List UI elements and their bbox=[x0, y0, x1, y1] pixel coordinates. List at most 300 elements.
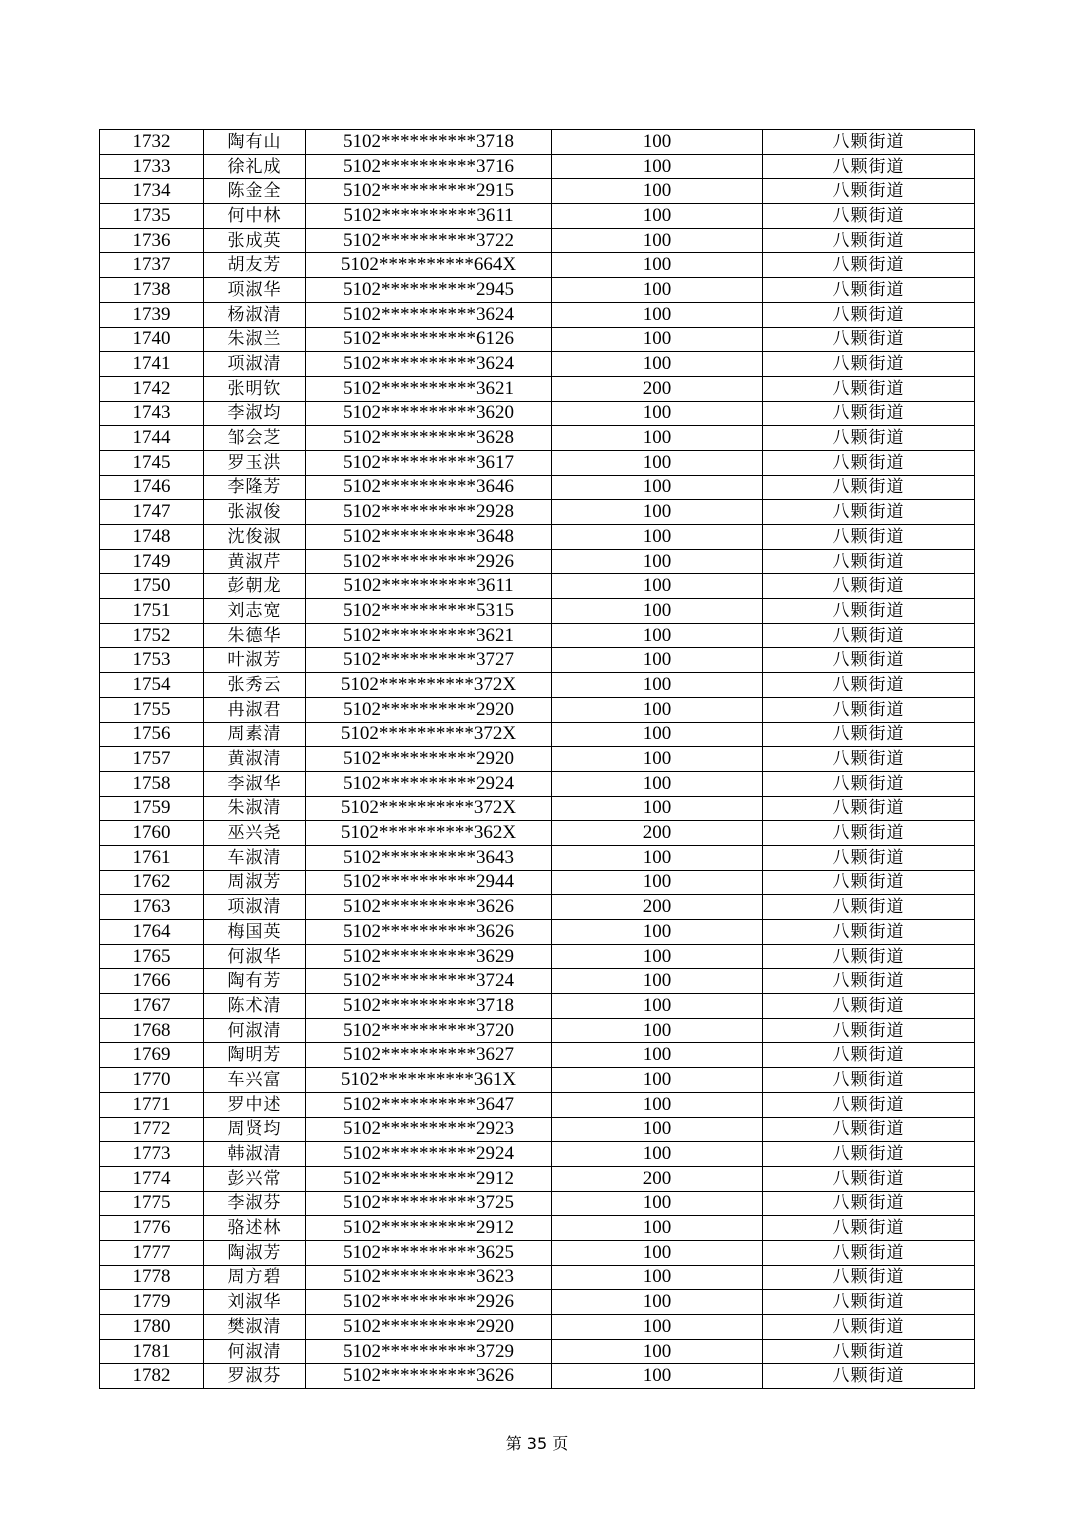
id-number-cell: 5102**********3720 bbox=[306, 1018, 552, 1043]
name-cell: 朱淑兰 bbox=[204, 327, 306, 352]
street-cell: 八颗街道 bbox=[763, 870, 975, 895]
street-cell: 八颗街道 bbox=[763, 253, 975, 278]
name-cell: 周淑芳 bbox=[204, 870, 306, 895]
table-row bbox=[100, 179, 975, 204]
seq-number-cell: 1779 bbox=[100, 1290, 204, 1315]
table-row bbox=[100, 747, 975, 772]
id-number-cell: 5102**********3643 bbox=[306, 845, 552, 870]
seq-number-cell: 1745 bbox=[100, 450, 204, 475]
id-number-cell: 5102**********3727 bbox=[306, 648, 552, 673]
street-cell: 八颗街道 bbox=[763, 722, 975, 747]
amount-cell: 100 bbox=[552, 944, 763, 969]
id-number-cell: 5102**********2924 bbox=[306, 771, 552, 796]
table-row bbox=[100, 253, 975, 278]
amount-cell: 100 bbox=[552, 1265, 763, 1290]
seq-number-cell: 1754 bbox=[100, 673, 204, 698]
id-number-cell: 5102**********3629 bbox=[306, 944, 552, 969]
seq-number-cell: 1778 bbox=[100, 1265, 204, 1290]
street-cell: 八颗街道 bbox=[763, 500, 975, 525]
seq-number-cell: 1770 bbox=[100, 1068, 204, 1093]
amount-cell: 100 bbox=[552, 549, 763, 574]
amount-cell: 100 bbox=[552, 179, 763, 204]
amount-cell: 100 bbox=[552, 1290, 763, 1315]
id-number-cell: 5102**********2923 bbox=[306, 1117, 552, 1142]
name-cell: 沈俊淑 bbox=[204, 525, 306, 550]
street-cell: 八颗街道 bbox=[763, 179, 975, 204]
id-number-cell: 5102**********3729 bbox=[306, 1339, 552, 1364]
name-cell: 陶明芳 bbox=[204, 1043, 306, 1068]
street-cell: 八颗街道 bbox=[763, 302, 975, 327]
seq-number-cell: 1765 bbox=[100, 944, 204, 969]
name-cell: 彭兴常 bbox=[204, 1166, 306, 1191]
seq-number-cell: 1747 bbox=[100, 500, 204, 525]
id-number-cell: 5102**********3725 bbox=[306, 1191, 552, 1216]
street-cell: 八颗街道 bbox=[763, 525, 975, 550]
amount-cell: 100 bbox=[552, 845, 763, 870]
name-cell: 骆述林 bbox=[204, 1216, 306, 1241]
id-number-cell: 5102**********3621 bbox=[306, 376, 552, 401]
table-row bbox=[100, 599, 975, 624]
street-cell: 八颗街道 bbox=[763, 944, 975, 969]
amount-cell: 100 bbox=[552, 426, 763, 451]
id-number-cell: 5102**********2920 bbox=[306, 697, 552, 722]
table-row bbox=[100, 796, 975, 821]
amount-cell: 100 bbox=[552, 1092, 763, 1117]
street-cell: 八颗街道 bbox=[763, 1117, 975, 1142]
table-row bbox=[100, 623, 975, 648]
seq-number-cell: 1748 bbox=[100, 525, 204, 550]
id-number-cell: 5102**********2912 bbox=[306, 1216, 552, 1241]
street-cell: 八颗街道 bbox=[763, 1240, 975, 1265]
name-cell: 陶有山 bbox=[204, 130, 306, 155]
id-number-cell: 5102**********2926 bbox=[306, 1290, 552, 1315]
table-row bbox=[100, 1043, 975, 1068]
name-cell: 李淑均 bbox=[204, 401, 306, 426]
id-number-cell: 5102**********3718 bbox=[306, 130, 552, 155]
seq-number-cell: 1769 bbox=[100, 1043, 204, 1068]
street-cell: 八颗街道 bbox=[763, 130, 975, 155]
name-cell: 黄淑芹 bbox=[204, 549, 306, 574]
amount-cell: 100 bbox=[552, 648, 763, 673]
seq-number-cell: 1767 bbox=[100, 994, 204, 1019]
table-row bbox=[100, 697, 975, 722]
name-cell: 车淑清 bbox=[204, 845, 306, 870]
seq-number-cell: 1772 bbox=[100, 1117, 204, 1142]
amount-cell: 100 bbox=[552, 327, 763, 352]
street-cell: 八颗街道 bbox=[763, 1216, 975, 1241]
street-cell: 八颗街道 bbox=[763, 1043, 975, 1068]
seq-number-cell: 1753 bbox=[100, 648, 204, 673]
table-row bbox=[100, 426, 975, 451]
amount-cell: 100 bbox=[552, 450, 763, 475]
seq-number-cell: 1750 bbox=[100, 574, 204, 599]
street-cell: 八颗街道 bbox=[763, 426, 975, 451]
amount-cell: 100 bbox=[552, 1240, 763, 1265]
id-number-cell: 5102**********3626 bbox=[306, 1364, 552, 1389]
name-cell: 樊淑清 bbox=[204, 1315, 306, 1340]
id-number-cell: 5102**********2926 bbox=[306, 549, 552, 574]
seq-number-cell: 1744 bbox=[100, 426, 204, 451]
name-cell: 李淑华 bbox=[204, 771, 306, 796]
id-number-cell: 5102**********3716 bbox=[306, 154, 552, 179]
street-cell: 八颗街道 bbox=[763, 1315, 975, 1340]
amount-cell: 100 bbox=[552, 154, 763, 179]
seq-number-cell: 1762 bbox=[100, 870, 204, 895]
seq-number-cell: 1760 bbox=[100, 821, 204, 846]
id-number-cell: 5102**********3627 bbox=[306, 1043, 552, 1068]
name-cell: 罗玉洪 bbox=[204, 450, 306, 475]
street-cell: 八颗街道 bbox=[763, 278, 975, 303]
seq-number-cell: 1738 bbox=[100, 278, 204, 303]
name-cell: 冉淑君 bbox=[204, 697, 306, 722]
street-cell: 八颗街道 bbox=[763, 895, 975, 920]
street-cell: 八颗街道 bbox=[763, 845, 975, 870]
page-number: 第 35 页 bbox=[505, 1434, 569, 1453]
amount-cell: 100 bbox=[552, 920, 763, 945]
id-number-cell: 5102**********3646 bbox=[306, 475, 552, 500]
seq-number-cell: 1743 bbox=[100, 401, 204, 426]
amount-cell: 100 bbox=[552, 1043, 763, 1068]
table-row bbox=[100, 352, 975, 377]
street-cell: 八颗街道 bbox=[763, 376, 975, 401]
seq-number-cell: 1777 bbox=[100, 1240, 204, 1265]
amount-cell: 100 bbox=[552, 771, 763, 796]
name-cell: 何淑清 bbox=[204, 1018, 306, 1043]
seq-number-cell: 1775 bbox=[100, 1191, 204, 1216]
amount-cell: 100 bbox=[552, 1191, 763, 1216]
name-cell: 胡友芳 bbox=[204, 253, 306, 278]
street-cell: 八颗街道 bbox=[763, 821, 975, 846]
amount-cell: 100 bbox=[552, 352, 763, 377]
street-cell: 八颗街道 bbox=[763, 450, 975, 475]
amount-cell: 100 bbox=[552, 253, 763, 278]
id-number-cell: 5102**********2924 bbox=[306, 1142, 552, 1167]
amount-cell: 100 bbox=[552, 623, 763, 648]
name-cell: 陈术清 bbox=[204, 994, 306, 1019]
id-number-cell: 5102**********3611 bbox=[306, 204, 552, 229]
name-cell: 何淑华 bbox=[204, 944, 306, 969]
table-row bbox=[100, 1315, 975, 1340]
amount-cell: 100 bbox=[552, 870, 763, 895]
id-number-cell: 5102**********3647 bbox=[306, 1092, 552, 1117]
street-cell: 八颗街道 bbox=[763, 574, 975, 599]
street-cell: 八颗街道 bbox=[763, 599, 975, 624]
id-number-cell: 5102**********3611 bbox=[306, 574, 552, 599]
table-row bbox=[100, 475, 975, 500]
name-cell: 何中林 bbox=[204, 204, 306, 229]
id-number-cell: 5102**********3626 bbox=[306, 895, 552, 920]
amount-cell: 200 bbox=[552, 895, 763, 920]
seq-number-cell: 1751 bbox=[100, 599, 204, 624]
street-cell: 八颗街道 bbox=[763, 154, 975, 179]
street-cell: 八颗街道 bbox=[763, 549, 975, 574]
id-number-cell: 5102**********2945 bbox=[306, 278, 552, 303]
table-row bbox=[100, 1092, 975, 1117]
table-row bbox=[100, 1339, 975, 1364]
name-cell: 朱德华 bbox=[204, 623, 306, 648]
seq-number-cell: 1749 bbox=[100, 549, 204, 574]
seq-number-cell: 1773 bbox=[100, 1142, 204, 1167]
id-number-cell: 5102**********3621 bbox=[306, 623, 552, 648]
amount-cell: 100 bbox=[552, 278, 763, 303]
amount-cell: 200 bbox=[552, 821, 763, 846]
table-row bbox=[100, 1166, 975, 1191]
id-number-cell: 5102**********372X bbox=[306, 796, 552, 821]
amount-cell: 100 bbox=[552, 994, 763, 1019]
street-cell: 八颗街道 bbox=[763, 475, 975, 500]
street-cell: 八颗街道 bbox=[763, 327, 975, 352]
table-row bbox=[100, 1018, 975, 1043]
amount-cell: 100 bbox=[552, 525, 763, 550]
name-cell: 李隆芳 bbox=[204, 475, 306, 500]
table-row bbox=[100, 1142, 975, 1167]
seq-number-cell: 1780 bbox=[100, 1315, 204, 1340]
name-cell: 彭朝龙 bbox=[204, 574, 306, 599]
amount-cell: 100 bbox=[552, 475, 763, 500]
street-cell: 八颗街道 bbox=[763, 1265, 975, 1290]
table-row bbox=[100, 648, 975, 673]
amount-cell: 100 bbox=[552, 302, 763, 327]
name-cell: 张淑俊 bbox=[204, 500, 306, 525]
seq-number-cell: 1759 bbox=[100, 796, 204, 821]
seq-number-cell: 1764 bbox=[100, 920, 204, 945]
name-cell: 刘淑华 bbox=[204, 1290, 306, 1315]
id-number-cell: 5102**********362X bbox=[306, 821, 552, 846]
name-cell: 黄淑清 bbox=[204, 747, 306, 772]
seq-number-cell: 1781 bbox=[100, 1339, 204, 1364]
name-cell: 邹会芝 bbox=[204, 426, 306, 451]
id-number-cell: 5102**********6126 bbox=[306, 327, 552, 352]
name-cell: 张明钦 bbox=[204, 376, 306, 401]
name-cell: 陶淑芳 bbox=[204, 1240, 306, 1265]
street-cell: 八颗街道 bbox=[763, 1068, 975, 1093]
seq-number-cell: 1742 bbox=[100, 376, 204, 401]
seq-number-cell: 1740 bbox=[100, 327, 204, 352]
id-number-cell: 5102**********2915 bbox=[306, 179, 552, 204]
name-cell: 车兴富 bbox=[204, 1068, 306, 1093]
street-cell: 八颗街道 bbox=[763, 697, 975, 722]
name-cell: 张成英 bbox=[204, 228, 306, 253]
name-cell: 梅国英 bbox=[204, 920, 306, 945]
table-row bbox=[100, 722, 975, 747]
name-cell: 刘志宽 bbox=[204, 599, 306, 624]
name-cell: 朱淑清 bbox=[204, 796, 306, 821]
id-number-cell: 5102**********3626 bbox=[306, 920, 552, 945]
id-number-cell: 5102**********361X bbox=[306, 1068, 552, 1093]
table-row bbox=[100, 673, 975, 698]
table-row bbox=[100, 376, 975, 401]
amount-cell: 100 bbox=[552, 130, 763, 155]
id-number-cell: 5102**********3620 bbox=[306, 401, 552, 426]
name-cell: 张秀云 bbox=[204, 673, 306, 698]
seq-number-cell: 1766 bbox=[100, 969, 204, 994]
amount-cell: 100 bbox=[552, 228, 763, 253]
table-row bbox=[100, 228, 975, 253]
seq-number-cell: 1758 bbox=[100, 771, 204, 796]
table-row bbox=[100, 1117, 975, 1142]
roster-table bbox=[99, 129, 975, 1389]
table-row bbox=[100, 969, 975, 994]
table-row bbox=[100, 920, 975, 945]
amount-cell: 100 bbox=[552, 722, 763, 747]
roster-table-body bbox=[100, 130, 975, 1389]
table-row bbox=[100, 1290, 975, 1315]
id-number-cell: 5102**********372X bbox=[306, 673, 552, 698]
table-row bbox=[100, 821, 975, 846]
id-number-cell: 5102**********2944 bbox=[306, 870, 552, 895]
table-row bbox=[100, 525, 975, 550]
amount-cell: 100 bbox=[552, 204, 763, 229]
street-cell: 八颗街道 bbox=[763, 1092, 975, 1117]
seq-number-cell: 1736 bbox=[100, 228, 204, 253]
name-cell: 杨淑清 bbox=[204, 302, 306, 327]
street-cell: 八颗街道 bbox=[763, 771, 975, 796]
street-cell: 八颗街道 bbox=[763, 1290, 975, 1315]
name-cell: 项淑清 bbox=[204, 352, 306, 377]
id-number-cell: 5102**********372X bbox=[306, 722, 552, 747]
name-cell: 李淑芬 bbox=[204, 1191, 306, 1216]
id-number-cell: 5102**********3628 bbox=[306, 426, 552, 451]
amount-cell: 100 bbox=[552, 1018, 763, 1043]
table-row bbox=[100, 1265, 975, 1290]
table-row bbox=[100, 130, 975, 155]
table-row bbox=[100, 944, 975, 969]
amount-cell: 100 bbox=[552, 574, 763, 599]
street-cell: 八颗街道 bbox=[763, 747, 975, 772]
street-cell: 八颗街道 bbox=[763, 352, 975, 377]
table-row bbox=[100, 278, 975, 303]
name-cell: 罗淑芬 bbox=[204, 1364, 306, 1389]
amount-cell: 100 bbox=[552, 747, 763, 772]
table-row bbox=[100, 1068, 975, 1093]
street-cell: 八颗街道 bbox=[763, 673, 975, 698]
seq-number-cell: 1741 bbox=[100, 352, 204, 377]
street-cell: 八颗街道 bbox=[763, 1191, 975, 1216]
id-number-cell: 5102**********3724 bbox=[306, 969, 552, 994]
amount-cell: 200 bbox=[552, 376, 763, 401]
seq-number-cell: 1776 bbox=[100, 1216, 204, 1241]
table-row bbox=[100, 895, 975, 920]
name-cell: 周方碧 bbox=[204, 1265, 306, 1290]
id-number-cell: 5102**********3718 bbox=[306, 994, 552, 1019]
table-row bbox=[100, 154, 975, 179]
amount-cell: 100 bbox=[552, 1142, 763, 1167]
seq-number-cell: 1732 bbox=[100, 130, 204, 155]
name-cell: 韩淑清 bbox=[204, 1142, 306, 1167]
amount-cell: 100 bbox=[552, 1216, 763, 1241]
amount-cell: 200 bbox=[552, 1166, 763, 1191]
id-number-cell: 5102**********3624 bbox=[306, 302, 552, 327]
table-row bbox=[100, 1216, 975, 1241]
name-cell: 项淑清 bbox=[204, 895, 306, 920]
street-cell: 八颗街道 bbox=[763, 1166, 975, 1191]
id-number-cell: 5102**********3625 bbox=[306, 1240, 552, 1265]
street-cell: 八颗街道 bbox=[763, 1364, 975, 1389]
name-cell: 周素清 bbox=[204, 722, 306, 747]
id-number-cell: 5102**********3623 bbox=[306, 1265, 552, 1290]
amount-cell: 100 bbox=[552, 969, 763, 994]
amount-cell: 100 bbox=[552, 1364, 763, 1389]
table-row bbox=[100, 845, 975, 870]
id-number-cell: 5102**********5315 bbox=[306, 599, 552, 624]
id-number-cell: 5102**********2928 bbox=[306, 500, 552, 525]
seq-number-cell: 1739 bbox=[100, 302, 204, 327]
name-cell: 陈金全 bbox=[204, 179, 306, 204]
seq-number-cell: 1768 bbox=[100, 1018, 204, 1043]
amount-cell: 100 bbox=[552, 1068, 763, 1093]
id-number-cell: 5102**********3722 bbox=[306, 228, 552, 253]
seq-number-cell: 1734 bbox=[100, 179, 204, 204]
amount-cell: 100 bbox=[552, 1315, 763, 1340]
name-cell: 巫兴尧 bbox=[204, 821, 306, 846]
seq-number-cell: 1756 bbox=[100, 722, 204, 747]
amount-cell: 100 bbox=[552, 500, 763, 525]
id-number-cell: 5102**********2920 bbox=[306, 1315, 552, 1340]
seq-number-cell: 1774 bbox=[100, 1166, 204, 1191]
name-cell: 项淑华 bbox=[204, 278, 306, 303]
table-row bbox=[100, 574, 975, 599]
amount-cell: 100 bbox=[552, 697, 763, 722]
street-cell: 八颗街道 bbox=[763, 1018, 975, 1043]
name-cell: 罗中述 bbox=[204, 1092, 306, 1117]
table-row bbox=[100, 302, 975, 327]
seq-number-cell: 1746 bbox=[100, 475, 204, 500]
seq-number-cell: 1761 bbox=[100, 845, 204, 870]
amount-cell: 100 bbox=[552, 1117, 763, 1142]
name-cell: 周贤均 bbox=[204, 1117, 306, 1142]
seq-number-cell: 1782 bbox=[100, 1364, 204, 1389]
table-row bbox=[100, 1191, 975, 1216]
id-number-cell: 5102**********2912 bbox=[306, 1166, 552, 1191]
table-row bbox=[100, 327, 975, 352]
table-row bbox=[100, 204, 975, 229]
seq-number-cell: 1735 bbox=[100, 204, 204, 229]
name-cell: 徐礼成 bbox=[204, 154, 306, 179]
seq-number-cell: 1755 bbox=[100, 697, 204, 722]
street-cell: 八颗街道 bbox=[763, 648, 975, 673]
table-row bbox=[100, 870, 975, 895]
table-row bbox=[100, 401, 975, 426]
table-row bbox=[100, 1364, 975, 1389]
seq-number-cell: 1737 bbox=[100, 253, 204, 278]
street-cell: 八颗街道 bbox=[763, 623, 975, 648]
id-number-cell: 5102**********3648 bbox=[306, 525, 552, 550]
street-cell: 八颗街道 bbox=[763, 1339, 975, 1364]
id-number-cell: 5102**********3617 bbox=[306, 450, 552, 475]
seq-number-cell: 1733 bbox=[100, 154, 204, 179]
table-row bbox=[100, 549, 975, 574]
id-number-cell: 5102**********2920 bbox=[306, 747, 552, 772]
name-cell: 叶淑芳 bbox=[204, 648, 306, 673]
seq-number-cell: 1757 bbox=[100, 747, 204, 772]
seq-number-cell: 1763 bbox=[100, 895, 204, 920]
street-cell: 八颗街道 bbox=[763, 969, 975, 994]
table-row bbox=[100, 994, 975, 1019]
table-row bbox=[100, 450, 975, 475]
name-cell: 何淑清 bbox=[204, 1339, 306, 1364]
street-cell: 八颗街道 bbox=[763, 401, 975, 426]
street-cell: 八颗街道 bbox=[763, 920, 975, 945]
street-cell: 八颗街道 bbox=[763, 1142, 975, 1167]
street-cell: 八颗街道 bbox=[763, 796, 975, 821]
seq-number-cell: 1771 bbox=[100, 1092, 204, 1117]
id-number-cell: 5102**********3624 bbox=[306, 352, 552, 377]
amount-cell: 100 bbox=[552, 673, 763, 698]
amount-cell: 100 bbox=[552, 401, 763, 426]
table-row bbox=[100, 771, 975, 796]
seq-number-cell: 1752 bbox=[100, 623, 204, 648]
street-cell: 八颗街道 bbox=[763, 994, 975, 1019]
